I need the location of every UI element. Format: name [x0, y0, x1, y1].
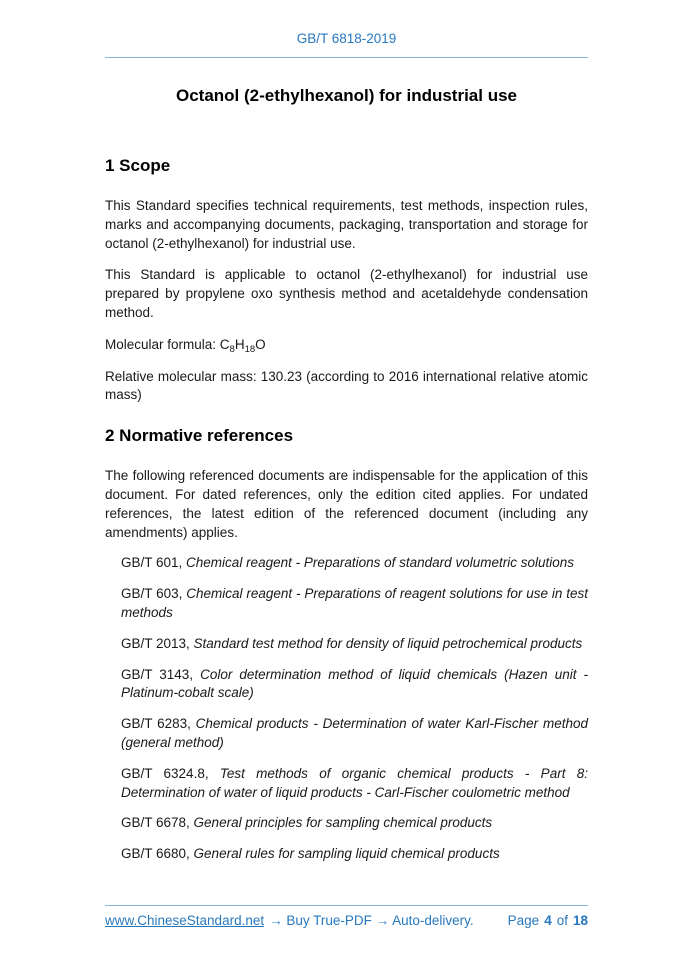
reference-title: General rules for sampling liquid chemical products	[193, 846, 500, 862]
scope-paragraph-2: This Standard is applicable to octanol (2-ethylhexanol) for industrial use prepared by propylene oxo synthesis method and acetaldehyde condensation method.	[105, 267, 588, 320]
reference-item	[105, 585, 588, 623]
reference-title: Standard test method for density of liquid petrochemical products	[193, 635, 583, 651]
reference-title: Chemical products - Determination of water Karl-Fischer method (general method)	[121, 716, 588, 750]
section-heading-scope: 1 Scope	[105, 156, 171, 175]
molecular-formula-line	[105, 336, 588, 355]
page-indicator	[508, 913, 588, 928]
formula-prefix: Molecular formula: C	[105, 336, 230, 352]
reference-code: GB/T 2013,	[121, 635, 194, 651]
reference-item	[105, 715, 588, 753]
section-heading-normative: 2 Normative references	[105, 426, 294, 446]
reference-code: GB/T 6283,	[121, 716, 196, 732]
page-label: Page	[507, 913, 540, 928]
page-number: 4	[544, 913, 552, 928]
scope-paragraph-1: This Standard specifies technical requirements, test methods, inspection rules, marks and accompanying documents, packaging, transportation and storage for octanol (2-ethylhexanol) for industrial use.	[105, 198, 588, 251]
reference-code: GB/T 603,	[121, 586, 187, 602]
formula-mid: H	[234, 336, 245, 352]
reference-title: Chemical reagent - Preparations of reagent solutions for use in test methods	[121, 586, 588, 620]
footer-left	[105, 913, 474, 928]
reference-item	[105, 765, 588, 803]
standard-number: GB/T 6818-2019	[296, 31, 397, 46]
page-header	[105, 0, 588, 58]
reference-code: GB/T 601,	[121, 555, 187, 571]
formula-suffix: O	[255, 336, 266, 352]
page-footer	[105, 905, 588, 928]
relative-mass-paragraph: Relative molecular mass: 130.23 (according to 2016 international relative atomic mass)	[105, 368, 588, 403]
reference-title: General principles for sampling chemical products	[193, 815, 493, 831]
reference-item	[105, 845, 588, 864]
reference-item	[105, 666, 588, 704]
reference-item	[105, 554, 588, 573]
footer-link[interactable]: www.ChineseStandard.net	[105, 913, 265, 928]
reference-item	[105, 635, 588, 654]
formula-subscript-8: 8	[229, 343, 235, 355]
reference-item	[105, 814, 588, 833]
reference-title: Color determination method of liquid chemicals (Hazen unit - Platinum-cobalt scale)	[121, 666, 588, 701]
document-title: Octanol (2-ethylhexanol) for industrial use	[176, 86, 517, 105]
of-label: of	[556, 913, 568, 928]
reference-code: GB/T 6680,	[121, 846, 194, 862]
reference-title: Test methods of organic chemical products - Part 8: Determination of water of liquid products - Carl-Fischer coulometric method	[121, 765, 588, 800]
reference-title: Chemical reagent - Preparations of standard volumetric solutions	[186, 555, 574, 571]
total-pages: 18	[572, 913, 588, 928]
header-divider	[105, 57, 588, 58]
reference-code: GB/T 6678,	[121, 815, 194, 831]
formula-subscript-18: 18	[244, 343, 256, 355]
normative-intro-paragraph: The following referenced documents are indispensable for the application of this document. For dated references, only the edition cited applies. For undated references, the latest edition of the referenced document (including any amendments) applies.	[105, 468, 588, 540]
reference-code: GB/T 3143,	[121, 666, 201, 682]
reference-code: GB/T 6324.8,	[121, 765, 220, 781]
footer-tagline: → Buy True-PDF → Auto-delivery.	[269, 913, 474, 928]
